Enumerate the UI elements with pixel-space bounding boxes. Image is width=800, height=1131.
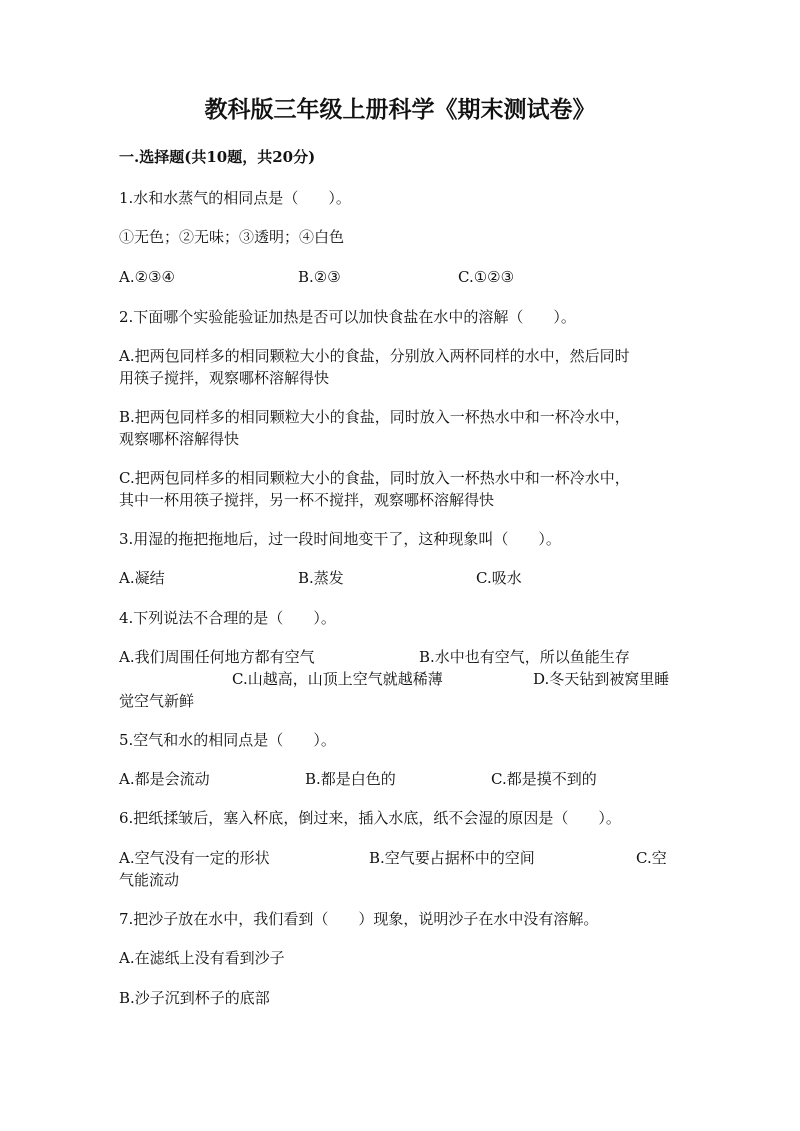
question-4-option-b: B.水中也有空气，所以鱼能生存	[419, 648, 630, 666]
question-1-option-b: B.②③	[298, 268, 341, 286]
question-5-stem: 5.空气和水的相同点是（ ）。	[119, 731, 336, 749]
question-1-stem: 1.水和水蒸气的相同点是（ ）。	[119, 189, 351, 207]
question-7-stem: 7.把沙子放在水中，我们看到（ ）现象，说明沙子在水中没有溶解。	[119, 910, 599, 928]
question-2-option-a-line-1: A.把两包同样多的相同颗粒大小的食盐，分别放入两杯同样的水中，然后同时	[119, 347, 630, 365]
question-2-stem: 2.下面哪个实验能验证加热是否可以加快食盐在水中的溶解（ ）。	[119, 308, 576, 326]
question-2-option-c-line-1: C.把两包同样多的相同颗粒大小的食盐，同时放入一杯热水中和一杯冷水中，	[119, 469, 630, 487]
question-2-option-c-line-2: 其中一杯用筷子搅拌，另一杯不搅拌，观察哪杯溶解得快	[119, 491, 495, 509]
question-6-option-c: C.空	[636, 849, 667, 867]
question-5-option-a: A.都是会流动	[119, 770, 210, 788]
question-4-option-d: D.冬天钻到被窝里睡	[533, 670, 670, 688]
section-heading: 一.选择题(共10题，共20分)	[119, 148, 316, 166]
question-7-option-a: A.在滤纸上没有看到沙子	[119, 949, 285, 967]
question-2-option-b-line-2: 观察哪杯溶解得快	[119, 430, 240, 448]
question-3-option-c: C.吸水	[476, 569, 522, 587]
question-4-option-d-continued: 觉空气新鲜	[119, 692, 195, 710]
question-1-option-c: C.①②③	[458, 268, 515, 286]
question-6-option-c-continued: 气能流动	[119, 871, 180, 889]
question-3-option-b: B.蒸发	[298, 569, 344, 587]
question-3-option-a: A.凝结	[119, 569, 165, 587]
question-4-option-a: A.我们周围任何地方都有空气	[119, 648, 315, 666]
question-1-note: ①无色；②无味；③透明；④白色	[119, 228, 345, 246]
question-1-option-a: A.②③④	[119, 268, 175, 286]
question-5-option-c: C.都是摸不到的	[491, 770, 597, 788]
exam-title: 教科版三年级上册科学《期末测试卷》	[204, 96, 596, 123]
question-4-option-c: C.山越高，山顶上空气就越稀薄	[232, 670, 443, 688]
question-3-stem: 3.用湿的拖把拖地后，过一段时间地变干了，这种现象叫（ ）。	[119, 530, 561, 548]
question-6-option-b: B.空气要占据杯中的空间	[369, 849, 535, 867]
question-2-option-b-line-1: B.把两包同样多的相同颗粒大小的食盐，同时放入一杯热水中和一杯冷水中，	[119, 408, 630, 426]
question-5-option-b: B.都是白色的	[305, 770, 396, 788]
question-6-option-a: A.空气没有一定的形状	[119, 849, 270, 867]
question-4-stem: 4.下列说法不合理的是（ ）。	[119, 609, 336, 627]
question-7-option-b: B.沙子沉到杯子的底部	[119, 989, 270, 1007]
question-2-option-a-line-2: 用筷子搅拌，观察哪杯溶解得快	[119, 369, 330, 387]
question-6-stem: 6.把纸揉皱后，塞入杯底，倒过来，插入水底，纸不会湿的原因是（ ）。	[119, 809, 621, 827]
